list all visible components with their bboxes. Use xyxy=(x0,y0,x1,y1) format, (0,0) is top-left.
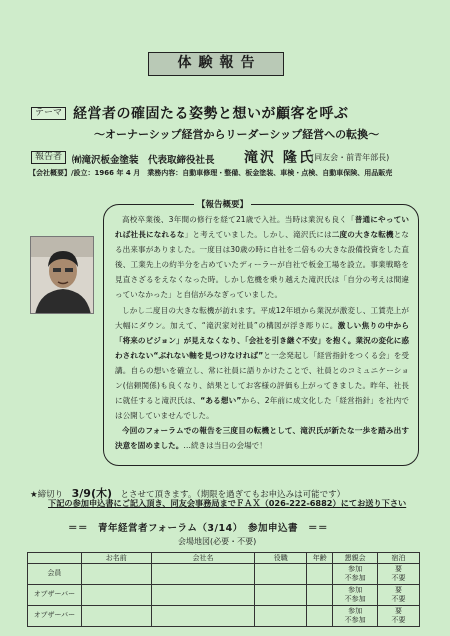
reporter-company: ㈲滝沢板金塗装 代表取締役社長 xyxy=(72,155,215,166)
name-field[interactable] xyxy=(81,606,151,627)
report-paragraph-3: 今回のフォーラムでの報告を三度目の転機として、滝沢氏が新たな一歩を踏み出す決意を固めました。…続きは当日の会場で！ xyxy=(115,426,409,451)
col-header-position: 役職 xyxy=(255,553,307,564)
party-option[interactable]: 参加 不参加 xyxy=(333,564,378,585)
row-type: オブザーバー xyxy=(28,606,82,627)
reporter-label: 報告者 xyxy=(31,151,66,164)
col-header-company: 会社名 xyxy=(151,553,255,564)
name-field[interactable] xyxy=(81,564,151,585)
reporter-name: 滝沢 隆氏 xyxy=(244,150,315,166)
row-type: オブザーバー xyxy=(28,585,82,606)
position-field[interactable] xyxy=(255,585,307,606)
name-field[interactable] xyxy=(81,585,151,606)
fax-instruction: 下記の参加申込書にご記入頂き、同友会事務局までＦＡＸ（026-222-6882）にてお送り下さい xyxy=(48,498,407,508)
report-summary-heading: 【報告概要】 xyxy=(194,198,251,210)
stay-option[interactable]: 要 不要 xyxy=(378,564,420,585)
theme-subtitle: ～オーナーシップ経営からリーダーシップ経営への転換～ xyxy=(94,128,380,141)
company-overview: 【会社概要】/設立：1966 年 4 月 業務内容：自動車修理・整備、板金塗装、車検・点検、自動車保険、用品販売 xyxy=(29,169,393,177)
reporter-photo xyxy=(30,236,94,314)
position-field[interactable] xyxy=(255,606,307,627)
table-row xyxy=(28,585,420,606)
party-option[interactable]: 参加 不参加 xyxy=(333,585,378,606)
company-field[interactable] xyxy=(151,564,255,585)
deadline-date: 3/9(木) xyxy=(71,487,113,500)
venue-map-option[interactable]: 会場地図(必要・不要) xyxy=(178,537,257,546)
deadline-note: ★締切り 3/9(木) とさせて頂きます。（期限を過ぎてもお申込みは可能です） xyxy=(30,487,346,500)
table-row xyxy=(28,564,420,585)
report-paragraph-1: 高校卒業後、3年間の修行を経て21歳で入社。当時は業況も良く「普通にやっていれば社長になれるな」と考えていました。しかし、滝沢氏には二度の大きな転機となる出来事がありました。一度目は30歳の時に自社を二倍もの大きな設備投資をした直後、工業先上の約半分を占めていたディーラーが自社で板金工場を設立。事業戦略を見直さざるをえなくなった時。しかし危機を乗り越えた滝沢氏は「自分の考えは間違っていなかった」と自信がみなぎっていました。 xyxy=(115,215,410,300)
col-header-stay: 宿泊 xyxy=(378,553,420,564)
age-field[interactable] xyxy=(307,606,333,627)
registration-table xyxy=(27,552,420,627)
page-title: 体験報告 xyxy=(148,52,284,76)
company-field[interactable] xyxy=(151,606,255,627)
row-type: 会員 xyxy=(28,564,82,585)
age-field[interactable] xyxy=(307,564,333,585)
col-header-party: 懇親会 xyxy=(333,553,378,564)
table-row xyxy=(28,606,420,627)
party-option[interactable]: 参加 不参加 xyxy=(333,606,378,627)
application-form-title: ＝＝ 青年経営者フォーラム（3/14） 参加申込書 ＝＝ xyxy=(68,523,328,534)
col-header-name: お名前 xyxy=(81,553,151,564)
age-field[interactable] xyxy=(307,585,333,606)
company-field[interactable] xyxy=(151,585,255,606)
stay-option[interactable]: 要 不要 xyxy=(378,585,420,606)
report-summary-text xyxy=(115,212,409,454)
col-header-age: 年齢 xyxy=(307,553,333,564)
theme-label: テーマ xyxy=(31,107,66,120)
col-header-type xyxy=(28,553,82,564)
theme-headline: 経営者の確固たる姿勢と想いが顧客を呼ぶ xyxy=(73,106,349,122)
reporter-note: (同友会・前青年部長) xyxy=(311,153,390,162)
position-field[interactable] xyxy=(255,564,307,585)
report-paragraph-2: しかし二度目の大きな転機が訪れます。平成12年頃から業況が激変し、工賃売上が大幅にダウン。加えて、“滝沢家対社員”の構図が浮き彫りに。激しい焦りの中から「将来のビジョン」が見えなくなり、「会社を引き継ぐ不安」を抱く。業況の変化に惑わされない“ぶれない軸を見つけなければ”と一念発起し「経営指針をつくる会」を受講。自らの想いを確立し、常に社員に語りかけたことで、社員とのコミュニケーション(信頼関係)も良くなり、結果としてお客様の評価も上がってきました。昨年、社長に就任すると滝沢氏は、“ある想い”から、2年前に成文化した「経営指針」を社内では公開していませんでした。 xyxy=(115,305,410,421)
stay-option[interactable]: 要 不要 xyxy=(378,606,420,627)
